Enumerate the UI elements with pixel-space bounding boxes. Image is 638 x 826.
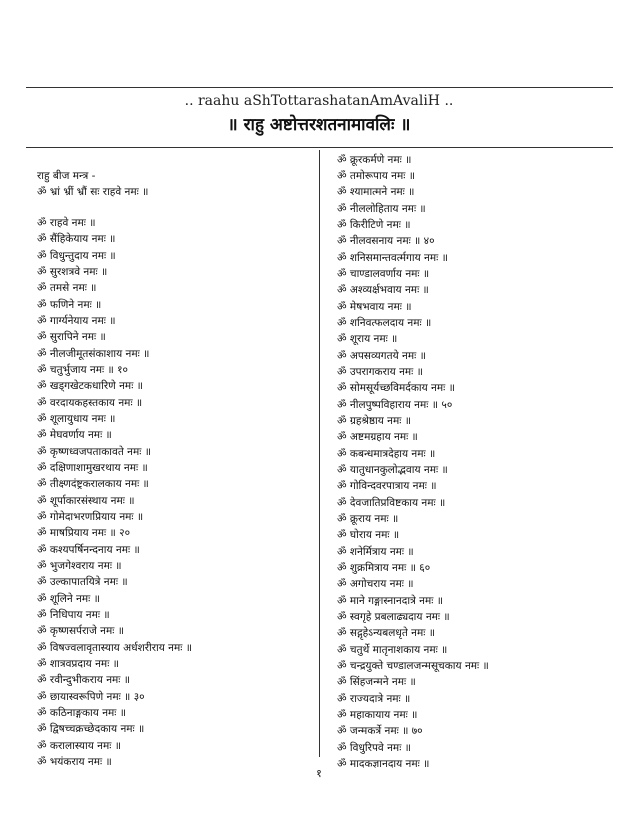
list-item: ॐ मेघवर्णाय नमः ॥ — [37, 429, 112, 441]
list-item: ॐ नीलजीमूतसंकाशाय नमः ॥ — [37, 348, 150, 360]
list-item: ॐ फणिने नमः ॥ — [37, 299, 102, 311]
list-item: ॐ यातुधानकुलोद्भवाय नमः ॥ — [337, 464, 448, 476]
list-item: ॐ निधिपाय नमः ॥ — [37, 609, 110, 621]
list-item: ॐ चन्द्रयुक्ते चण्डालजन्मसूचकाय नमः ॥ — [337, 660, 489, 672]
list-item: ॐ विषज्वलावृतास्याय अर्धशरीराय नमः ॥ — [37, 642, 193, 654]
list-item: ॐ शनेर्मित्राय नमः ॥ — [337, 546, 414, 558]
list-item: ॐ ग्रहश्रेष्ठाय नमः ॥ — [337, 415, 412, 427]
list-item: ॐ खड्गखेटकधारिणे नमः ॥ — [37, 380, 143, 392]
list-item: ॐ तमोरूपाय नमः ॥ — [337, 170, 416, 182]
list-item: ॐ किरीटिणे नमः ॥ — [337, 219, 411, 231]
list-item: ॐ माने गङ्गास्नानदात्रे नमः ॥ — [337, 595, 444, 607]
list-item: ॐ गार्ग्यनेयाय नमः ॥ — [37, 315, 116, 327]
list-item: ॐ शूलिने नमः ॥ — [37, 593, 100, 605]
list-item: ॐ विधुन्तुदाय नमः ॥ — [37, 250, 116, 262]
list-item: ॐ कृष्णसर्पराजे नमः ॥ — [37, 625, 125, 637]
list-item: ॐ सुरापिने नमः ॥ — [37, 331, 106, 343]
list-item: ॐ द्विषच्चक्रच्छेदकाय नमः ॥ — [37, 723, 145, 735]
list-item: ॐ उल्कापातयित्रे नमः ॥ — [37, 576, 128, 588]
devanagari-title: ॥ राहु अष्टोत्तरशतनामावलिः ॥ — [227, 115, 411, 135]
list-item: ॐ जन्मकर्त्रे नमः ॥ ७० — [337, 725, 423, 737]
list-item: ॐ भ्रां भ्रीं भ्रौं सः राहवे नमः ॥ — [37, 186, 149, 198]
list-item: ॐ उपरागकराय नमः ॥ — [337, 366, 423, 378]
list-item: ॐ तमसे नमः ॥ — [37, 282, 97, 294]
list-item: ॐ कबन्धमात्रदेहाय नमः ॥ — [337, 448, 436, 460]
list-item: ॐ शात्रवप्रदाय नमः ॥ — [37, 658, 119, 670]
list-item: ॐ राहवे नमः ॥ — [37, 217, 96, 229]
list-item: ॐ दक्षिणाशामुखरथाय नमः ॥ — [37, 462, 148, 474]
list-item: ॐ घोराय नमः ॥ — [337, 529, 400, 541]
list-item: ॐ छायास्वरूपिणे नमः ॥ ३० — [37, 691, 145, 703]
list-item: ॐ नीलपुष्पविहाराय नमः ॥ ५० — [337, 399, 453, 411]
list-item: ॐ चतुर्भुजाय नमः ॥ १० — [37, 364, 128, 376]
list-item: ॐ भयंकराय नमः ॥ — [37, 756, 112, 768]
list-item: ॐ चाण्डालवर्णाय नमः ॥ — [337, 268, 430, 280]
list-item: ॐ मादकज्ञानदाय नमः ॥ — [337, 758, 430, 770]
column-divider — [319, 150, 320, 757]
list-item: ॐ श्यामात्मने नमः ॥ — [337, 186, 415, 198]
list-item: राहु बीज मन्त्र - — [37, 170, 96, 182]
list-item: ॐ शूराय नमः ॥ — [337, 333, 398, 345]
list-item: ॐ रवीन्दुभीकराय नमः ॥ — [37, 674, 131, 686]
list-item: ॐ माषप्रियाय नमः ॥ २० — [37, 527, 131, 539]
list-item: ॐ करालास्याय नमः ॥ — [37, 740, 122, 752]
list-item: ॐ सोमसूर्यच्छविमर्दकाय नमः ॥ — [337, 382, 455, 394]
list-item: ॐ अगोचराय नमः ॥ — [337, 578, 414, 590]
list-item: ॐ चतुर्थे मातृनाशकाय नमः ॥ — [337, 644, 448, 656]
list-item: ॐ महाकायाय नमः ॥ — [337, 709, 418, 721]
list-item: ॐ अष्टमग्रहाय नमः ॥ — [337, 431, 418, 443]
list-item: ॐ कठिनाङ्गकाय नमः ॥ — [37, 707, 127, 719]
list-item: ॐ स्वगृहे प्रबलाढ्यदाय नमः ॥ — [337, 611, 450, 623]
list-item: ॐ कश्यपर्षिनन्दनाय नमः ॥ — [37, 544, 140, 556]
list-item: ॐ शूलायुधाय नमः ॥ — [37, 413, 116, 425]
list-item: ॐ अश्व्यर्क्षभवाय नमः ॥ — [337, 284, 429, 296]
top-rule — [26, 87, 613, 88]
list-item: ॐ शूर्पाकारसंस्थाय नमः ॥ — [37, 495, 135, 507]
list-item: ॐ सिंहजन्मने नमः ॥ — [337, 676, 416, 688]
list-item: ॐ कृष्णध्वजपताकावते नमः ॥ — [37, 446, 151, 458]
list-item: ॐ शुक्रमित्राय नमः ॥ ६० — [337, 562, 431, 574]
list-item: ॐ अपसव्यगतये नमः ॥ — [337, 350, 426, 362]
list-item: ॐ सद्गृहेऽन्यबलधृते नमः ॥ — [337, 627, 436, 639]
page-number: १ — [316, 767, 322, 780]
list-item: ॐ गोमेदाभरणप्रियाय नमः ॥ — [37, 511, 144, 523]
list-item: ॐ मेषभवाय नमः ॥ — [337, 301, 412, 313]
transliterated-title: .. raahu aShTottarashatanAmAvaliH .. — [184, 93, 454, 109]
list-item: ॐ तीक्ष्णदंष्ट्रकरालकाय नमः ॥ — [37, 478, 149, 490]
list-item: ॐ राज्यदात्रे नमः ॥ — [337, 693, 411, 705]
list-item: ॐ नीलवसनाय नमः ॥ ४० — [337, 235, 435, 247]
list-item: ॐ सैंहिकेयाय नमः ॥ — [37, 233, 116, 245]
list-item: ॐ क्रूराय नमः ॥ — [337, 513, 399, 525]
list-item: ॐ विधुरिपवे नमः ॥ — [337, 742, 411, 754]
list-item: ॐ गोविन्दवरपात्राय नमः ॥ — [337, 480, 437, 492]
list-item: ॐ देवजातिप्रविष्टकाय नमः ॥ — [337, 497, 446, 509]
list-item: ॐ शनिवत्फलदाय नमः ॥ — [337, 317, 432, 329]
list-item: ॐ शनिसमान्तवर्त्मगाय नमः ॥ — [337, 252, 448, 264]
list-item: ॐ वरदायकहस्तकाय नमः ॥ — [37, 397, 143, 409]
list-item: ॐ क्रूरकर्मणे नमः ॥ — [337, 154, 412, 166]
title-underline-rule — [26, 147, 613, 148]
list-item: ॐ भुजगेश्वराय नमः ॥ — [37, 560, 122, 572]
list-item: ॐ नीललोहिताय नमः ॥ — [337, 203, 426, 215]
list-item: ॐ सुरशत्रवे नमः ॥ — [37, 266, 108, 278]
